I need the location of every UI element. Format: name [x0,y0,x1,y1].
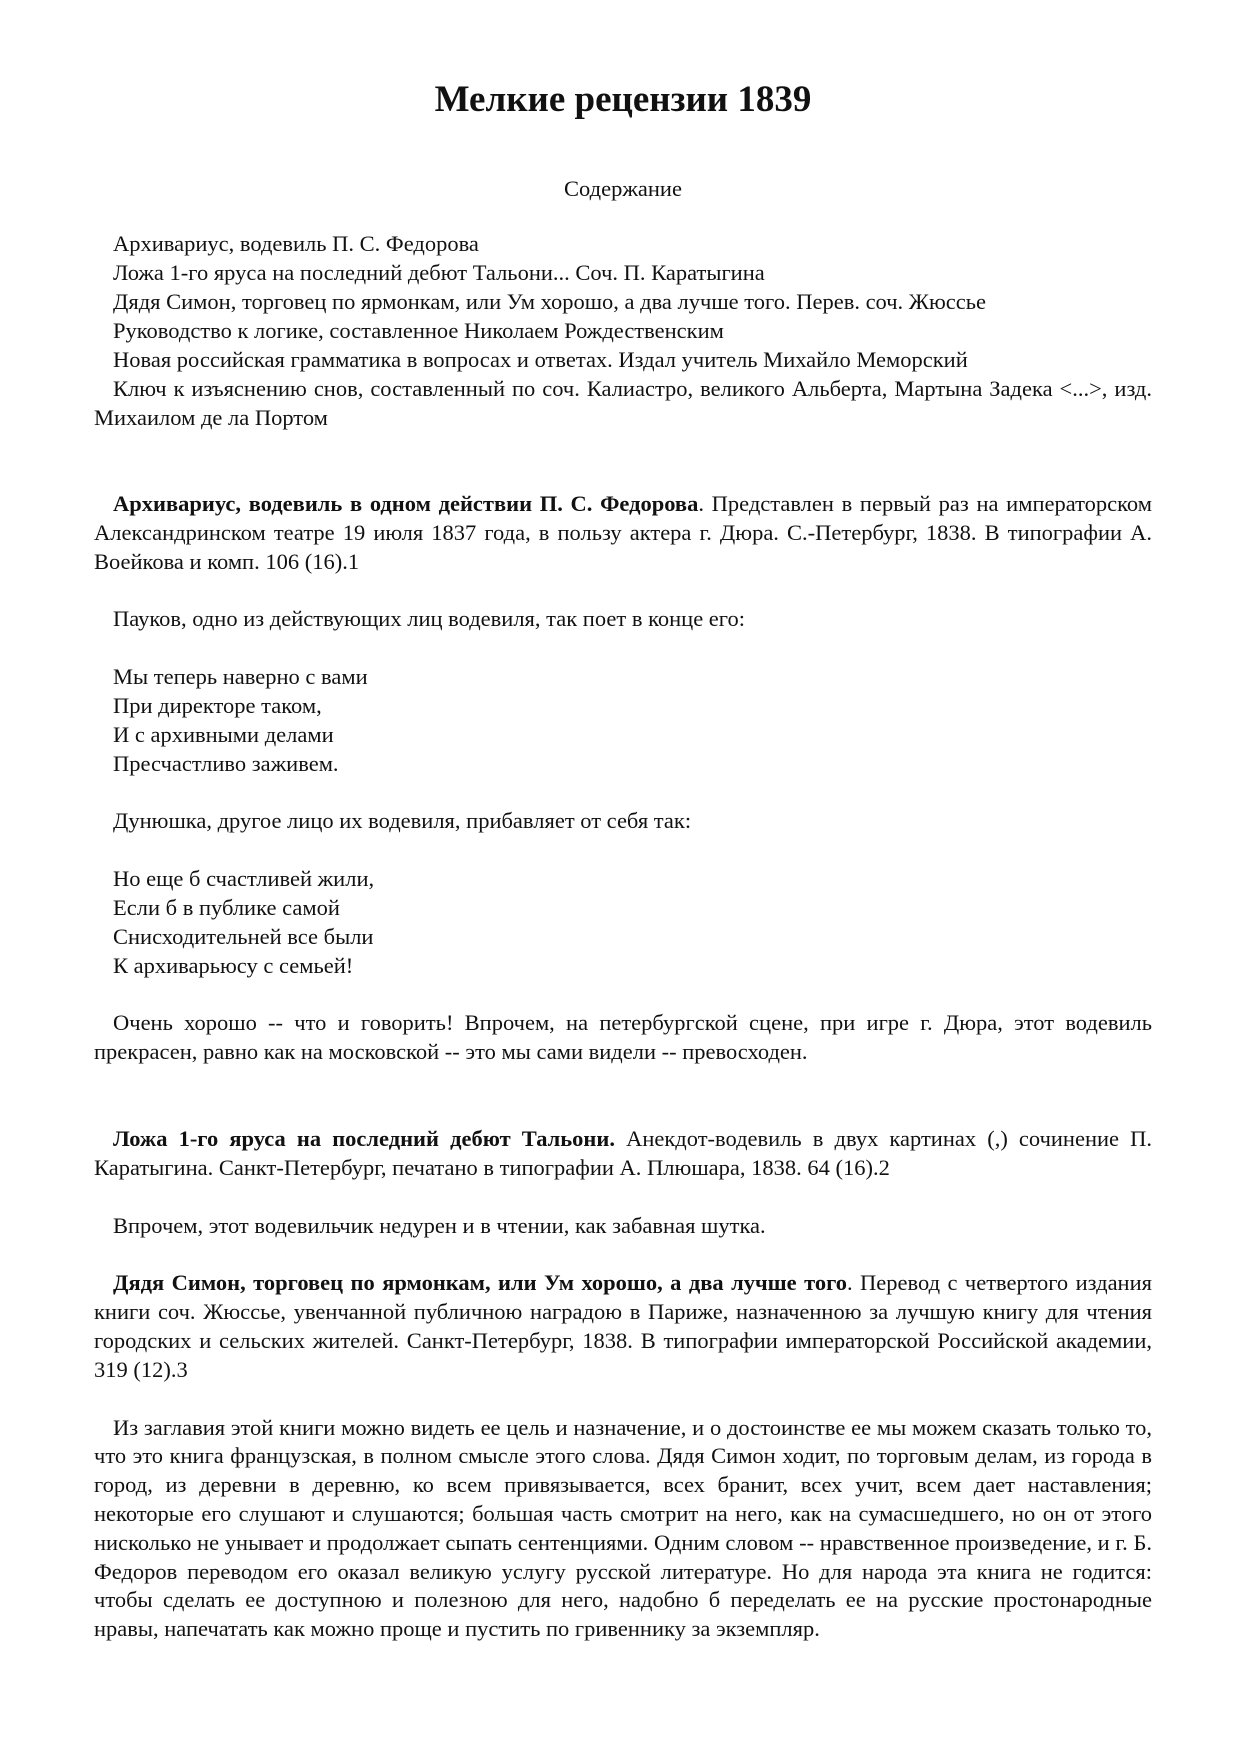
verse-line: Мы теперь наверно с вами [113,664,368,690]
verse-stanza [94,663,1152,778]
review-imprint: . Перевод с четвертого издания книги соч. Жюссье, увенчанной публичною наградою в Париже, назначенною за лучшую книгу для чтения городских и сельских жителей. Санкт-Петербург, 1838. В типографии императорской Российской академии, 319 (12).3 [94,1270,1152,1382]
review-imprint: . Представлен в первый раз на императорском Александринском театре 19 июля 1837 года, в пользу актера г. Дюра. С.-Петербург, 1838. В типографии А. Воейкова и комп. 106 (16).1 [94,491,1152,574]
contents-item[interactable]: Новая российская грамматика в вопросах и ответах. Издал учитель Михайло Меморский [113,347,968,372]
verse-line: И с архивными делами [113,721,334,747]
contents-item[interactable]: Ключ к изъяснению снов, составленный по соч. Калиастро, великого Альберта, Мартына Задека <...>, изд. Михаилом де ла Портом [94,376,1152,430]
review-heading-paragraph [94,490,1152,576]
verse-line: Пресчастливо заживем. [113,750,339,776]
verse-line: К архиварьюсу с семьей! [113,952,354,978]
contents-heading: Содержание [564,176,682,201]
review-imprint: Анекдот-водевиль в двух картинах (,) сочинение П. Каратыгина. Санкт-Петербург, печатано в типографии А. Плюшара, 1838. 64 (16).2 [94,1125,1153,1180]
review-title: Ложа 1-го яруса на последний дебют Тальони. [113,1125,615,1151]
review-title: Дядя Симон, торговец по ярмонкам, или Ум хорошо, а два лучше того [113,1270,847,1296]
verse-stanza [94,865,1152,980]
body-paragraph: Дунюшка, другое лицо их водевиля, прибавляет от себя так: [113,808,692,834]
contents-item[interactable]: Дядя Симон, торговец по ярмонкам, или Ум хорошо, а два лучше того. Перев. соч. Жюссье [113,289,986,314]
body-paragraph: Очень хорошо -- что и говорить! Впрочем, на петербургской сцене, при игре г. Дюра, этот водевиль прекрасен, равно как на московской -- это мы сами видели -- превосходен. [94,1010,1152,1065]
review-heading-paragraph [94,1269,1152,1384]
document-page [94,70,1152,1644]
verse-line: Снисходительней все были [113,923,374,949]
contents-item[interactable]: Руководство к логике, составленное Николаем Рождественским [113,318,724,343]
table-of-contents [94,229,1152,432]
body-paragraph: Пауков, одно из действующих лиц водевиля, так поет в конце его: [113,606,745,632]
body-paragraph: Впрочем, этот водевильчик недурен и в чтении, как забавная шутка. [113,1212,766,1238]
verse-line: Но еще б счастливей жили, [113,866,375,892]
page-title: Мелкие рецензии 1839 [434,79,812,120]
contents-item[interactable]: Архивариус, водевиль П. С. Федорова [113,231,479,256]
review-heading-paragraph [94,1125,1152,1183]
body-paragraph: Из заглавия этой книги можно видеть ее цель и назначение, и о достоинстве ее мы можем сказать только то, что это книга французская, в полном смысле этого слова. Дядя Симон ходит, по торговым делам, из города в город, из деревни в деревню, ко всем привязывается, всех бранит, всех учит, всем дает наставления; некоторые его слушают и слушаются; большая часть смотрит на него, как на сумасшедшего, но он от этого нисколько не унывает и продолжает сыпать сентенциями. Одним словом -- нравственное произведение, и г. Б. Федоров переводом его оказал великую услугу русской литературе. Но для народа эта книга не годится: чтобы сделать ее доступною и полезною для него, надобно б переделать ее на русские простонародные нравы, напечатать как можно проще и пустить по гривеннику за экземпляр. [94,1414,1152,1642]
verse-line: При директоре таком, [113,692,322,718]
contents-item[interactable]: Ложа 1-го яруса на последний дебют Тальони... Соч. П. Каратыгина [113,260,765,285]
verse-line: Если б в публике самой [113,894,340,920]
review-title: Архивариус, водевиль в одном действии П. С. Федорова [113,491,699,516]
